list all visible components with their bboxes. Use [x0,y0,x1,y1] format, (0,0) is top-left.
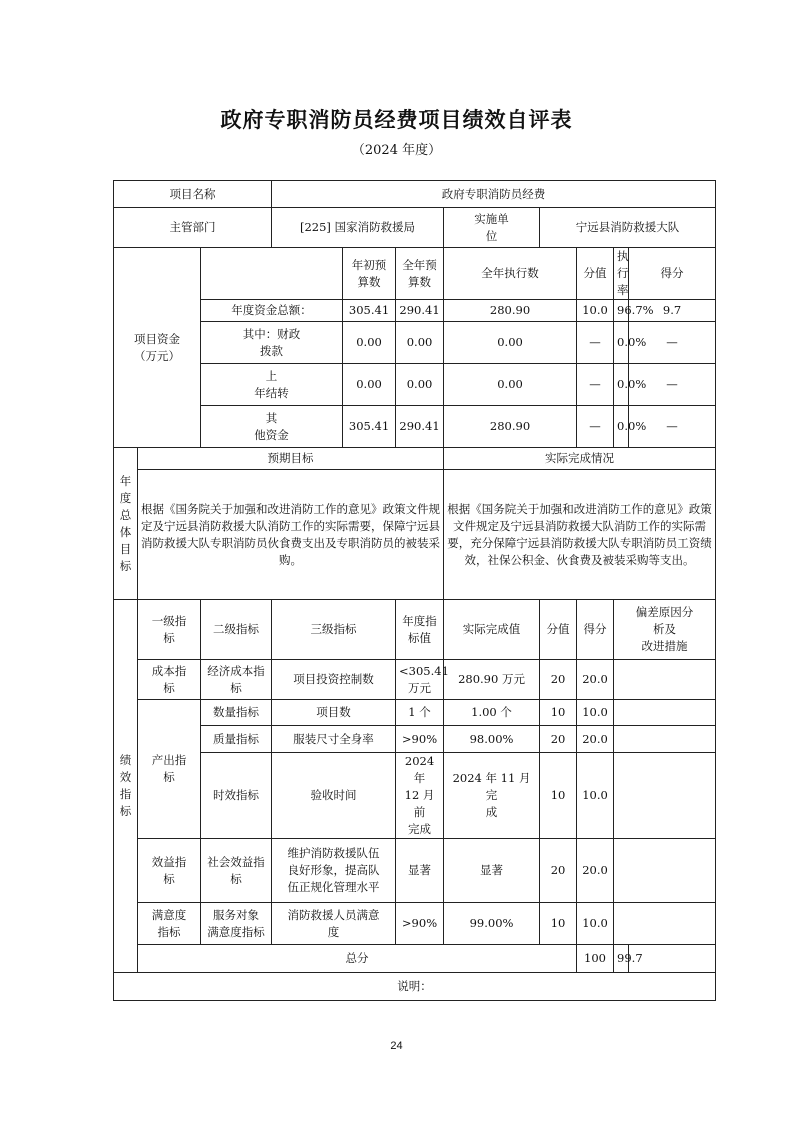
target: >90% [396,726,444,753]
funds-initial: 305.41 [343,300,396,322]
funds-header-row [114,248,716,300]
total-score: 99.7 [614,945,629,973]
header-actual: 实际完成值 [444,600,540,660]
funds-row [114,364,716,406]
level2: 服务对象 满意度指标 [201,903,272,945]
funds-score: 9.7 [629,300,716,322]
funds-row-label: 其 他资金 [201,406,343,448]
header-executed: 全年执行数 [444,248,577,300]
funds-score-value: — [577,322,614,364]
goals-label: 年 度 总 体 目 标 [114,448,138,600]
target: >90% [396,903,444,945]
actual: 显著 [444,839,540,903]
level3: 服装尺寸全身率 [272,726,396,753]
form-title: 政府专职消防员经费项目绩效自评表 [220,108,573,132]
actual: 280.90 万元 [444,660,540,700]
level3: 维护消防救援队伍 良好形象，提高队 伍正规化管理水平 [272,839,396,903]
note-row [114,973,716,1001]
header-level3: 三级指标 [272,600,396,660]
funds-full: 290.41 [396,406,444,448]
indicators-header-row [114,600,716,660]
funds-rate: 0.0% [614,322,629,364]
impl-unit-value: 宁远县消防救援大队 [540,208,716,248]
actual: 2024 年 11 月完 成 [444,753,540,839]
row-project-name [114,181,716,208]
header-target: 年度指 标值 [396,600,444,660]
funds-row [114,406,716,448]
evaluation-table [113,180,716,1001]
level1-satisfaction: 满意度 指标 [138,903,201,945]
funds-row-label: 其中：财政 拨款 [201,322,343,364]
funds-row [114,322,716,364]
funds-full: 290.41 [396,300,444,322]
expected-goal-text: 根据《国务院关于加强和改进消防工作的意见》政策文件规定及宁远县消防救援大队消防工作的实际需要，保障宁远县消防救援大队专职消防员伙食费支出及专职消防员的被装采购。 [138,470,444,600]
total-label: 总分 [138,945,577,973]
impl-unit-label: 实施单 位 [444,208,540,248]
funds-full: 0.00 [396,322,444,364]
level2: 数量指标 [201,700,272,726]
target: <305.41 万元 [396,660,444,700]
actual-goal-header: 实际完成情况 [444,448,716,470]
total-row [114,945,716,973]
expected-goal-header: 预期目标 [138,448,444,470]
page-number: 24 [390,1040,403,1052]
score-value: 10 [540,903,577,945]
target: 显著 [396,839,444,903]
header-score: 得分 [577,600,614,660]
score-value: 20 [540,660,577,700]
score: 10.0 [577,700,614,726]
level1-benefit: 效益指 标 [138,839,201,903]
funds-score-value: 10.0 [577,300,614,322]
level3: 消防救援人员满意 度 [272,903,396,945]
score-value: 10 [540,753,577,839]
indicator-row [114,839,716,903]
header-score-value: 分值 [540,600,577,660]
score: 10.0 [577,753,614,839]
deviation [614,726,716,753]
project-name-label: 项目名称 [114,181,272,208]
indicator-row [114,903,716,945]
funds-rate: 96.7% [614,300,629,322]
funds-score-value: — [577,364,614,406]
funds-score: — [629,322,716,364]
actual-goal-text: 根据《国务院关于加强和改进消防工作的意见》政策文件规定及宁远县消防救援大队消防工作的实际需要，充分保障宁远县消防救援大队专职消防员工资绩效，社保公积金、伙食费及被装采购等支出。 [444,470,716,600]
funds-score-value: — [577,406,614,448]
score: 20.0 [577,726,614,753]
dept-label: 主管部门 [114,208,272,248]
form-year: （2024 年度） [351,143,442,158]
header-level1: 一级指 标 [138,600,201,660]
level2: 质量指标 [201,726,272,753]
indicator-row [114,753,716,839]
level3: 验收时间 [272,753,396,839]
score-value: 20 [540,839,577,903]
goals-header-row [114,448,716,470]
funds-rate: 0.0% [614,406,629,448]
funds-executed: 280.90 [444,406,577,448]
level2: 时效指标 [201,753,272,839]
funds-score: — [629,406,716,448]
deviation [614,839,716,903]
funds-row-label: 上 年结转 [201,364,343,406]
level3: 项目投资控制数 [272,660,396,700]
header-score: 得分 [629,248,716,300]
header-score-value: 分值 [577,248,614,300]
target: 1 个 [396,700,444,726]
funds-executed: 0.00 [444,364,577,406]
funds-initial: 305.41 [343,406,396,448]
actual: 1.00 个 [444,700,540,726]
level1-output: 产出指 标 [138,700,201,839]
header-rate: 执行率 [614,248,629,300]
funds-label: 项目资金 （万元） [114,248,201,448]
funds-initial: 0.00 [343,364,396,406]
funds-full: 0.00 [396,364,444,406]
level3: 项目数 [272,700,396,726]
deviation [614,903,716,945]
level2: 经济成本指 标 [201,660,272,700]
deviation [614,700,716,726]
funds-header-blank [201,248,343,300]
score-value: 20 [540,726,577,753]
goals-content-row [114,470,716,600]
funds-executed: 280.90 [444,300,577,322]
funds-score: — [629,364,716,406]
header-level2: 二级指标 [201,600,272,660]
funds-executed: 0.00 [444,322,577,364]
funds-row [114,300,716,322]
funds-rate: 0.0% [614,364,629,406]
indicator-row [114,700,716,726]
level1-cost: 成本指 标 [138,660,201,700]
deviation [614,753,716,839]
note-label: 说明： [114,973,716,1001]
indicators-label: 绩 效 指 标 [114,600,138,973]
score-value: 10 [540,700,577,726]
dept-value: [225] 国家消防救援局 [272,208,444,248]
project-name-value: 政府专职消防员经费 [272,181,716,208]
actual: 99.00% [444,903,540,945]
row-dept [114,208,716,248]
score: 20.0 [577,660,614,700]
score: 10.0 [577,903,614,945]
header-deviation: 偏差原因分 析及 改进措施 [614,600,716,660]
header-initial-budget: 年初预 算数 [343,248,396,300]
score: 20.0 [577,839,614,903]
actual: 98.00% [444,726,540,753]
level2: 社会效益指 标 [201,839,272,903]
funds-row-label: 年度资金总额： [201,300,343,322]
header-full-budget: 全年预 算数 [396,248,444,300]
funds-initial: 0.00 [343,322,396,364]
target: 2024 年 12 月前 完成 [396,753,444,839]
indicator-row [114,726,716,753]
total-score-value: 100 [577,945,614,973]
deviation [614,660,716,700]
indicator-row [114,660,716,700]
